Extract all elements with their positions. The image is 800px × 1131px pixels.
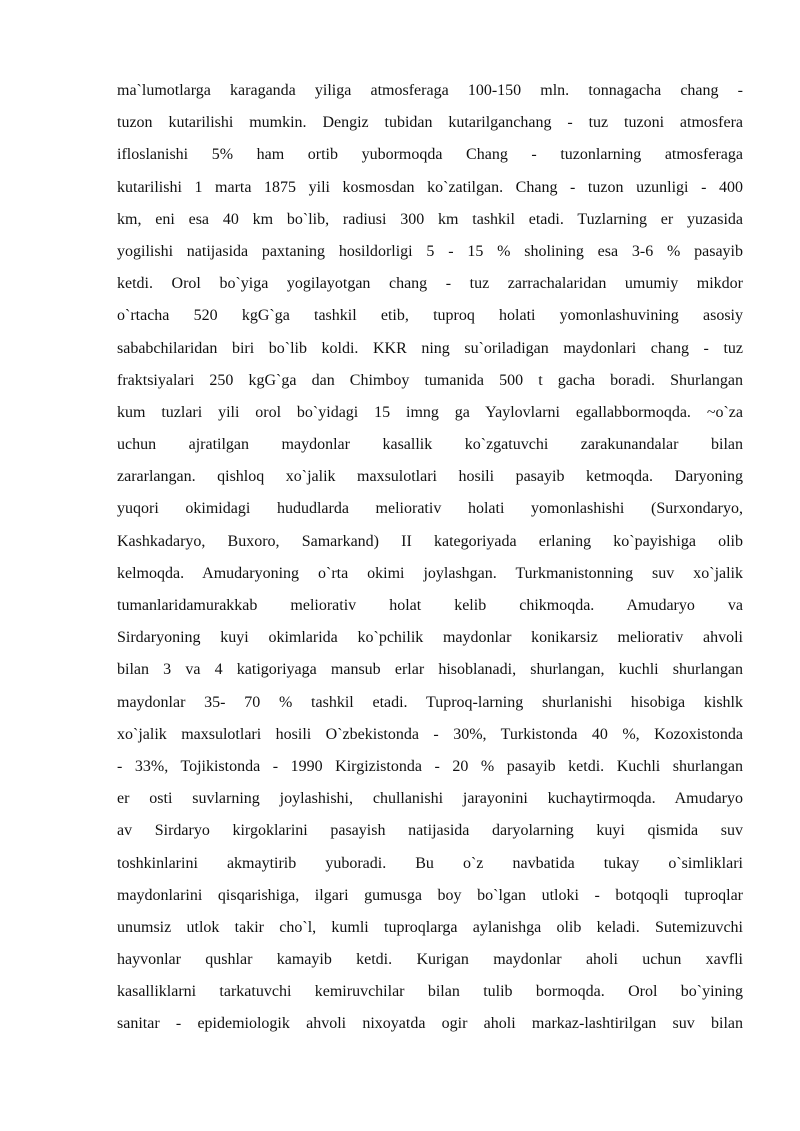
- text-line-27: unumsiz utlok takir cho`l, kumli tuproqlarga aylanishga olib keladi. Sutemizuvchi: [117, 918, 743, 936]
- text-line-13: zararlangan. qishloq xo`jalik maxsulotlari hosili pasayib ketmoqda. Daryoning: [117, 468, 743, 486]
- text-line-18: Sirdaryoning kuyi okimlarida ko`pchilik maydonlar konikarsiz meliorativ ahvoli: [117, 629, 743, 647]
- text-line-11: kum tuzlari yili orol bo`yidagi 15 imng ga Yaylovlarni egallabbormoqda. ~o`za: [117, 403, 743, 421]
- text-line-29: kasalliklarni tarkatuvchi kemiruvchilar bilan tulib bormoqda. Orol bo`yining: [117, 983, 743, 1001]
- text-line-22: - 33%, Tojikistonda - 1990 Kirgizistonda - 20 % pasayib ketdi. Kuchli shurlangan: [117, 757, 743, 775]
- text-line-12: uchun ajratilgan maydonlar kasallik ko`zgatuvchi zarakunandalar bilan: [117, 436, 743, 454]
- text-line-3: ifloslanishi 5% ham ortib yubormoqda Chang - tuzonlarning atmosferaga: [117, 146, 743, 164]
- text-line-14: yuqori okimidagi hududlarda meliorativ holati yomonlashishi (Surxondaryo,: [117, 500, 743, 518]
- text-line-1: ma`lumotlarga karaganda yiliga atmosferaga 100-150 mln. tonnagacha chang -: [117, 82, 743, 99]
- text-line-21: xo`jalik maxsulotlari hosili O`zbekistonda - 30%, Turkistonda 40 %, Kozoxistonda: [117, 725, 743, 743]
- text-line-2: tuzon kutarilishi mumkin. Dengiz tubidan kutarilganchang - tuz tuzoni atmosfera: [117, 114, 743, 132]
- text-line-25: toshkinlarini akmaytirib yuboradi. Bu o`z navbatida tukay o`simliklari: [117, 854, 743, 872]
- text-line-28: hayvonlar qushlar kamayib ketdi. Kurigan maydonlar aholi uchun xavfli: [117, 951, 743, 969]
- text-line-26: maydonlarini qisqarishiga, ilgari gumusga boy bo`lgan utloki - botqoqli tuproqlar: [117, 886, 743, 904]
- text-line-17: tumanlaridamurakkab meliorativ holat kelib chikmoqda. Amudaryo va: [117, 597, 743, 614]
- text-line-4: kutarilishi 1 marta 1875 yili kosmosdan ko`zatilgan. Chang - tuzon uzunligi - 400: [117, 178, 743, 196]
- body-text: [117, 75, 743, 1041]
- text-line-7: ketdi. Orol bo`yiga yogilayotgan chang - tuz zarrachalaridan umumiy mikdor: [117, 275, 743, 293]
- text-line-23: er osti suvlarning joylashishi, chullanishi jarayonini kuchaytirmoqda. Amudaryo: [117, 790, 743, 808]
- text-line-8: o`rtacha 520 kgG`ga tashkil etib, tuproq holati yomonlashuvining asosiy: [117, 307, 743, 325]
- text-line-20: maydonlar 35- 70 % tashkil etadi. Tuproq-larning shurlanishi hisobiga kishlk: [117, 693, 743, 711]
- text-line-24: av Sirdaryo kirgoklarini pasayish natijasida daryolarning kuyi qismida suv: [117, 822, 743, 840]
- text-line-15: Kashkadaryo, Buxoro, Samarkand) II kategoriyada erlaning ko`payishiga olib: [117, 532, 743, 550]
- text-line-9: sababchilaridan biri bo`lib koldi. KKR ning su`oriladigan maydonlari chang - tuz: [117, 339, 743, 357]
- text-line-16: kelmoqda. Amudaryoning o`rta okimi joylashgan. Turkmanistonning suv xo`jalik: [117, 564, 743, 582]
- text-line-10: fraktsiyalari 250 kgG`ga dan Chimboy tumanida 500 t gacha boradi. Shurlangan: [117, 371, 743, 389]
- text-line-6: yogilishi natijasida paxtaning hosildorligi 5 - 15 % sholining esa 3-6 % pasayib: [117, 242, 743, 260]
- text-line-5: km, eni esa 40 km bo`lib, radiusi 300 km tashkil etadi. Tuzlarning er yuzasida: [117, 210, 743, 228]
- text-line-30: sanitar - epidemiologik ahvoli nixoyatda ogir aholi markaz-lashtirilgan suv bilan: [117, 1015, 743, 1033]
- text-line-19: bilan 3 va 4 katigoriyaga mansub erlar hisoblanadi, shurlangan, kuchli shurlangan: [117, 661, 743, 679]
